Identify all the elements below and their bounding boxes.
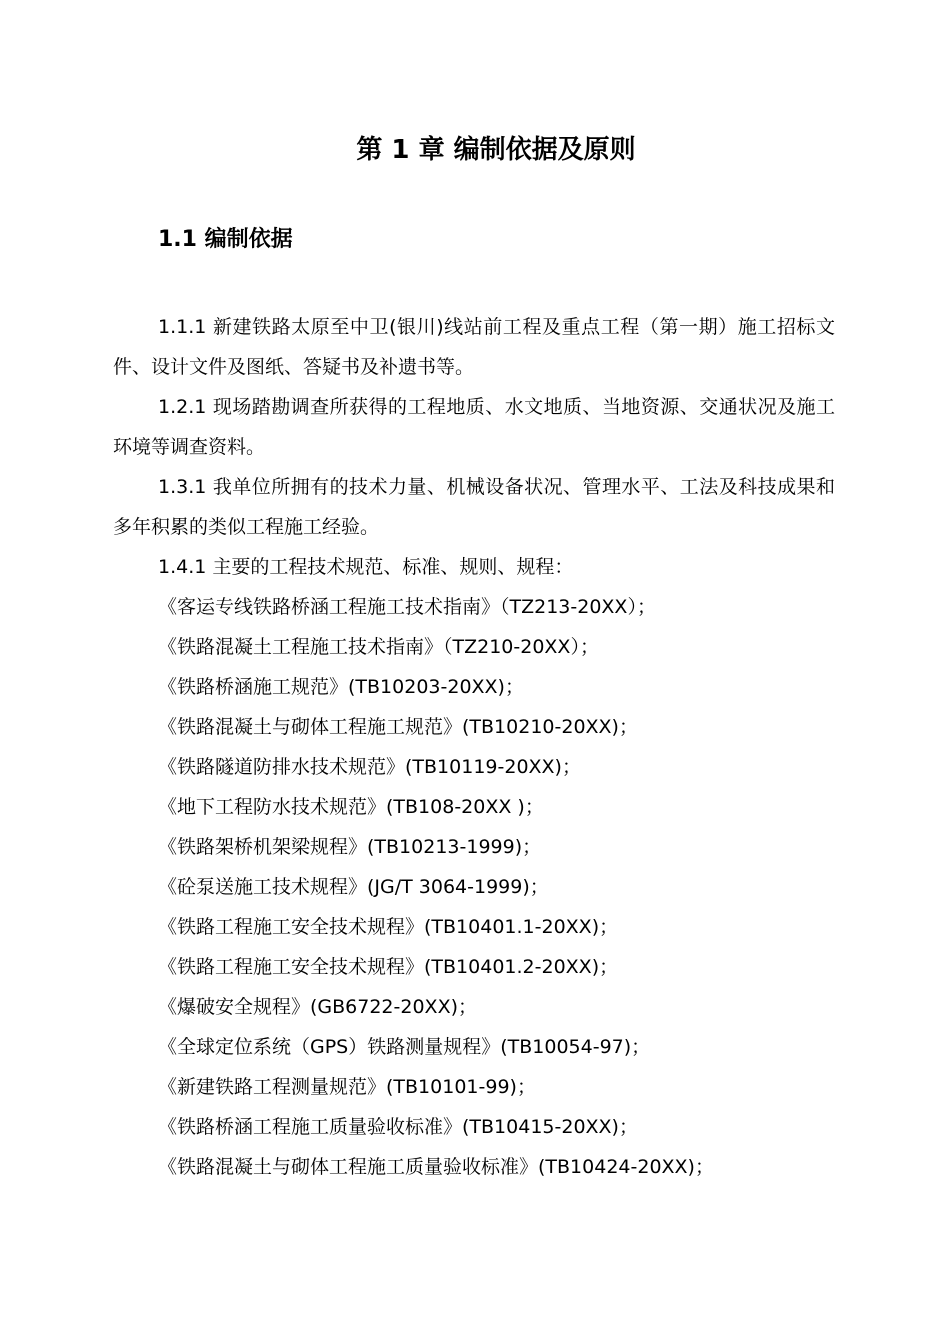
list-item: 《铁路桥涵施工规范》(TB10203-20XX)； xyxy=(158,676,524,698)
list-item: 《铁路混凝土与砌体工程施工质量验收标准》(TB10424-20XX)； xyxy=(158,1156,714,1178)
list-item: 《新建铁路工程测量规范》(TB10101-99)； xyxy=(158,1076,536,1098)
paragraph-1-1-1: 1.1.1 新建铁路太原至中卫(银川)线站前工程及重点工程（第一期）施工招标文件、设计文件及图纸、答疑书及补遗书等。 xyxy=(113,316,835,378)
standards-list xyxy=(113,587,835,1187)
paragraph-1-2-1: 1.2.1 现场踏勘调查所获得的工程地质、水文地质、当地资源、交通状况及施工环境等调查资料。 xyxy=(113,396,835,458)
list-item: 《地下工程防水技术规范》(TB108-20XX )； xyxy=(158,796,544,818)
list-item: 《铁路混凝土与砌体工程施工规范》(TB10210-20XX)； xyxy=(158,716,638,738)
list-item: 《铁路桥涵工程施工质量验收标准》(TB10415-20XX)； xyxy=(158,1116,638,1138)
list-item: 《铁路隧道防排水技术规范》(TB10119-20XX)； xyxy=(158,756,581,778)
chapter-title: 第 1 章 编制依据及原则 xyxy=(356,135,636,165)
list-item: 《爆破安全规程》(GB6722-20XX)； xyxy=(158,996,478,1018)
list-item: 《全球定位系统（GPS）铁路测量规程》(TB10054-97)； xyxy=(158,1036,651,1058)
list-item: 《铁路工程施工安全技术规程》(TB10401.1-20XX)； xyxy=(158,916,619,938)
document-body xyxy=(113,307,835,1187)
section-title: 1.1 编制依据 xyxy=(158,227,293,252)
list-item: 《砼泵送施工技术规程》(JG/T 3064-1999)； xyxy=(158,876,549,898)
list-item: 《铁路工程施工安全技术规程》(TB10401.2-20XX)； xyxy=(158,956,619,978)
list-item: 《铁路架桥机架梁规程》(TB10213-1999)； xyxy=(158,836,542,858)
list-item: 《铁路混凝土工程施工技术指南》（TZ210-20XX）； xyxy=(158,636,599,658)
paragraph-1-4-1: 1.4.1 主要的工程技术规范、标准、规则、规程： xyxy=(158,556,574,578)
list-item: 《客运专线铁路桥涵工程施工技术指南》（TZ213-20XX）； xyxy=(158,596,656,618)
paragraph-1-3-1: 1.3.1 我单位所拥有的技术力量、机械设备状况、管理水平、工法及科技成果和多年积累的类似工程施工经验。 xyxy=(113,476,835,538)
